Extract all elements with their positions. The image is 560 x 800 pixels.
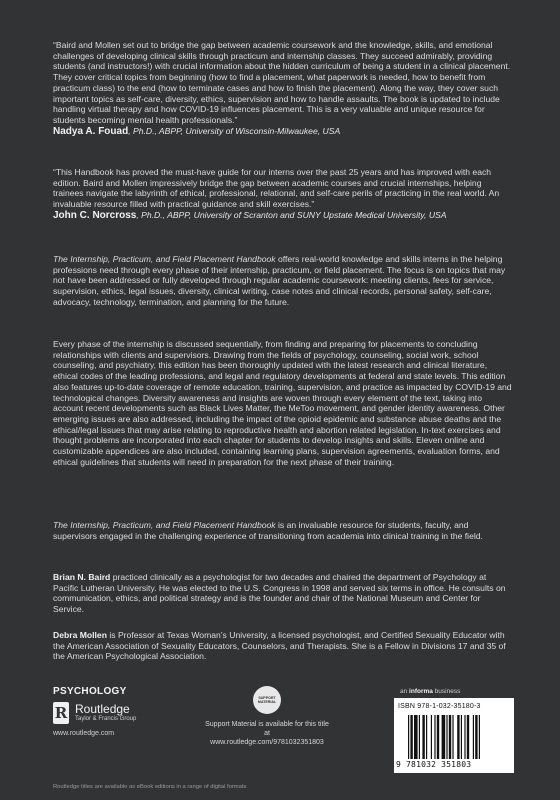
barcode-digits: 9 781032 351803 bbox=[396, 760, 472, 769]
description-text: is an invaluable resource for students, faculty, and supervisors engaged in the challenging experience of transitioning from academia into clinical training in the field. bbox=[53, 520, 483, 541]
support-material-line: Support Material is available for this title at bbox=[205, 721, 329, 737]
endorser-credentials: , Ph.D., ABPP, University of Wisconsin-Milwaukee, USA bbox=[128, 125, 341, 136]
barcode-bar bbox=[408, 715, 409, 759]
author-bio: practiced clinically as a psychologist for two decades and chaired the department of Psychology at Pacific Lutheran University. He was elected to the U.S. Congress in 1998 and served six terms in office. He consults on communication, ethics, and political strategy and is the founder and chair of the National Museum and Center for Service. bbox=[53, 572, 506, 615]
description-paragraph-2: Every phase of the internship is discussed sequentially, from finding and preparing for placements to concluding relationships with clients and supervisors. Drawing from the fields of psychology, counseling, social work, school counseling, and psychiatry, this edition has been thoroughly updated with the latest research and clinical literature, ethical codes of the leading professions, and legal and regulatory developments at federal and state levels. This edition also features up-to-date coverage of remote education, training, supervision, and practice as impacted by COVID-19 and technological changes. Diversity awareness and insights are woven through every element of the text, taking into account recent developments such as Black Lives Matter, the MeToo movement, and gender identity awareness. Other emerging issues are also addressed, including the impact of the opioid epidemic and substance abuse deaths and the ethical/legal issues that may arise relating to reproductive health and abortion related legislation. In-text exercises and thought problems are incorporated into each chapter for students to develop insights and skills. Eleven online and customizable appendices are also included, containing learning plans, supervision agreements, evaluation forms, and ethical guidelines that students will need in preparation for the next phase of their training. bbox=[53, 339, 512, 467]
author-bio-mollen bbox=[53, 630, 513, 662]
endorser-name: Nadya A. Fouad bbox=[53, 125, 129, 137]
endorsement-text: “This Handbook has proved the must-have guide for our interns over the past 25 years and has improved with each edition. Baird and Mollen impressively bridge the gap between academic courses and crucial internships, helping trainees navigate the labyrinth of ethical, professional, relational, and self-care perils of practicing in the real world. An invaluable resource filled with practical guidance and skill exercises.” bbox=[53, 167, 500, 210]
endorser-credentials: , Ph.D., ABPP, University of Scranton and SUNY Upstate Medical University, USA bbox=[136, 209, 447, 220]
barcode-bar bbox=[449, 715, 451, 759]
author-name: Brian N. Baird bbox=[53, 572, 111, 582]
barcode-bar bbox=[467, 715, 469, 759]
support-material-url[interactable]: www.routledge.com/9781032351803 bbox=[210, 739, 324, 746]
support-material-block bbox=[202, 686, 332, 747]
author-bio: is Professor at Texas Woman’s University, a licensed psychologist, and Certified Sexuality Educator with the American Association of Sexuality Educators, Counselors, and Therapists. She is a Fellow in Divisions 17 and 35 of the American Psychological Association. bbox=[53, 630, 506, 662]
barcode-bar bbox=[414, 715, 418, 759]
barcode-bar bbox=[452, 715, 453, 759]
barcode-bar bbox=[437, 715, 439, 759]
endorsement-text: “Baird and Mollen set out to bridge the gap between academic coursework and the knowledge, skills, and emotional challenges of developing clinical skills through practicum and internship classes. They succeed admirably, providing students (and instructors!) with crucial information about the hidden curriculum of being a student in a clinical placement. They cover critical topics from beginning (how to find a placement, what paperwork is needed, how to benefit from practicum class) to the end (how to terminate cases and how to finish the placement). Along the way, they cover such important topics as self-care, diversity, ethics, supervision and how to handle assaults. The book is updated to include handling virtual therapy and how COVID-19 influences placement. This is a very valuable and unique resource for students becoming mental health professionals.” bbox=[53, 40, 511, 125]
barcode-bar bbox=[419, 715, 420, 759]
barcode-bars bbox=[408, 715, 504, 759]
barcode-bar bbox=[464, 715, 465, 759]
endorsement-attribution bbox=[53, 210, 513, 221]
book-title: The Internship, Practicum, and Field Placement Handbook bbox=[53, 254, 276, 264]
endorsement-attribution bbox=[53, 126, 513, 137]
publisher-website[interactable]: www.routledge.com bbox=[53, 730, 115, 737]
barcode-bar bbox=[457, 715, 459, 759]
author-bio-baird bbox=[53, 572, 513, 615]
barcode-bar bbox=[426, 715, 427, 759]
endorsement-fouad bbox=[53, 40, 513, 137]
publisher-group: Taylor & Francis Group bbox=[75, 716, 137, 722]
routledge-logo-icon: R bbox=[54, 704, 68, 722]
description-paragraph-3 bbox=[53, 520, 513, 541]
barcode-bar bbox=[431, 715, 432, 759]
description-text: offers real-world knowledge and skills interns in the helping professions need through every phase of their internship, practicum, or field placement. The focus is on topics that may not have been addressed or fully developed through regular academic coursework: meeting clients, fees for service, supervision, ethics, legal issues, diversity, clinical writing, case notes and clinical records, personal safety, self-care, advocacy, technology, termination, and planning for the future. bbox=[53, 254, 506, 307]
isbn-number: ISBN 978-1-032-35180-3 bbox=[398, 703, 481, 710]
isbn-barcode bbox=[394, 698, 514, 773]
description-paragraph-1 bbox=[53, 254, 513, 308]
publisher-logo bbox=[53, 702, 203, 724]
barcode-bar bbox=[410, 715, 412, 759]
barcode-bar bbox=[422, 715, 424, 759]
endorser-name: John C. Norcross bbox=[53, 209, 137, 221]
ebook-availability-note: Routledge titles are available as eBook editions in a range of digital formats bbox=[53, 784, 247, 790]
author-name: Debra Mollen bbox=[53, 630, 107, 640]
barcode-bar bbox=[434, 715, 435, 759]
publisher-name: Routledge bbox=[75, 702, 130, 716]
barcode-bar bbox=[442, 715, 446, 759]
subject-category: PSYCHOLOGY bbox=[53, 686, 127, 697]
informa-business-label: an informa business bbox=[400, 688, 461, 695]
endorsement-norcross bbox=[53, 167, 513, 221]
support-material-note bbox=[202, 720, 332, 747]
barcode-bar bbox=[446, 715, 447, 759]
barcode-bar bbox=[473, 715, 474, 759]
barcode-bar bbox=[475, 715, 477, 759]
support-material-badge-icon: SUPPORT MATERIAL bbox=[253, 686, 281, 714]
publisher-block bbox=[53, 686, 203, 737]
barcode-bar bbox=[461, 715, 462, 759]
barcode-bar bbox=[479, 715, 480, 759]
book-title: The Internship, Practicum, and Field Placement Handbook bbox=[53, 520, 276, 530]
